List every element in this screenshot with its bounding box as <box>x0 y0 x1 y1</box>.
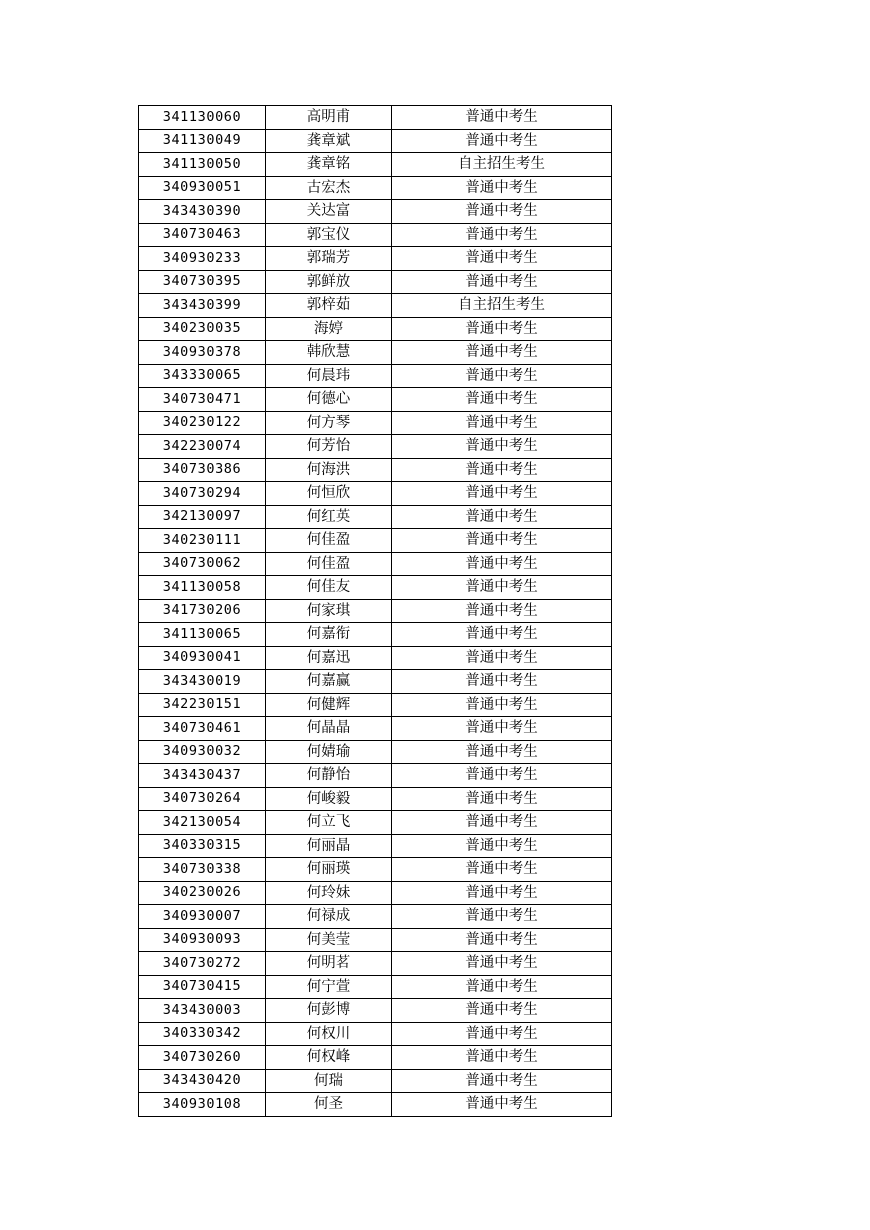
exam-number-cell: 340930378 <box>139 341 266 365</box>
table-row <box>139 576 612 600</box>
exam-number-cell: 343430019 <box>139 670 266 694</box>
table-row <box>139 505 612 529</box>
student-name-cell: 郭梓茹 <box>266 294 392 318</box>
table-row <box>139 1069 612 1093</box>
exam-number-cell: 340730386 <box>139 458 266 482</box>
table-row <box>139 247 612 271</box>
student-name-cell: 何宁萱 <box>266 975 392 999</box>
table-row <box>139 458 612 482</box>
exam-number-cell: 340730294 <box>139 482 266 506</box>
student-name-cell: 韩欣慧 <box>266 341 392 365</box>
table-row <box>139 952 612 976</box>
candidate-type-cell: 普通中考生 <box>392 435 612 459</box>
exam-number-cell: 340930233 <box>139 247 266 271</box>
candidate-type-cell: 普通中考生 <box>392 341 612 365</box>
exam-number-cell: 340730463 <box>139 223 266 247</box>
candidate-type-cell: 普通中考生 <box>392 764 612 788</box>
exam-number-cell: 340230026 <box>139 881 266 905</box>
table-row <box>139 975 612 999</box>
candidate-type-cell: 普通中考生 <box>392 646 612 670</box>
exam-number-cell: 340730415 <box>139 975 266 999</box>
table-row <box>139 881 612 905</box>
candidate-type-cell: 普通中考生 <box>392 411 612 435</box>
exam-number-cell: 340930041 <box>139 646 266 670</box>
exam-number-cell: 340930051 <box>139 176 266 200</box>
candidate-type-cell: 普通中考生 <box>392 999 612 1023</box>
candidate-type-cell: 普通中考生 <box>392 505 612 529</box>
student-name-cell: 何彭博 <box>266 999 392 1023</box>
exam-number-cell: 340730260 <box>139 1046 266 1070</box>
table-row <box>139 1093 612 1117</box>
candidate-type-cell: 普通中考生 <box>392 200 612 224</box>
student-name-cell: 何嘉赢 <box>266 670 392 694</box>
table-row <box>139 764 612 788</box>
exam-number-cell: 343430003 <box>139 999 266 1023</box>
table-row <box>139 717 612 741</box>
exam-number-cell: 340730461 <box>139 717 266 741</box>
table-row <box>139 200 612 224</box>
table-row <box>139 106 612 130</box>
student-name-cell: 海婷 <box>266 317 392 341</box>
table-row <box>139 364 612 388</box>
exam-number-cell: 340730264 <box>139 787 266 811</box>
candidate-type-cell: 普通中考生 <box>392 364 612 388</box>
table-row <box>139 129 612 153</box>
student-name-cell: 何佳盈 <box>266 552 392 576</box>
student-name-cell: 何峻毅 <box>266 787 392 811</box>
student-name-cell: 龚章斌 <box>266 129 392 153</box>
candidate-type-cell: 普通中考生 <box>392 388 612 412</box>
candidate-type-cell: 普通中考生 <box>392 975 612 999</box>
exam-number-cell: 340930108 <box>139 1093 266 1117</box>
candidate-type-cell: 普通中考生 <box>392 129 612 153</box>
student-name-cell: 何圣 <box>266 1093 392 1117</box>
student-name-cell: 郭鲜放 <box>266 270 392 294</box>
table-row <box>139 787 612 811</box>
student-name-cell: 龚章铭 <box>266 153 392 177</box>
table-row <box>139 646 612 670</box>
candidate-type-cell: 普通中考生 <box>392 223 612 247</box>
candidate-type-cell: 普通中考生 <box>392 717 612 741</box>
candidate-type-cell: 普通中考生 <box>392 1093 612 1117</box>
student-name-cell: 何嘉迅 <box>266 646 392 670</box>
table-row <box>139 529 612 553</box>
table-row <box>139 435 612 459</box>
student-name-cell: 何丽瑛 <box>266 858 392 882</box>
student-name-cell: 何恒欣 <box>266 482 392 506</box>
table-row <box>139 740 612 764</box>
table-row <box>139 858 612 882</box>
candidate-type-cell: 普通中考生 <box>392 928 612 952</box>
exam-number-cell: 343430437 <box>139 764 266 788</box>
exam-number-cell: 340330315 <box>139 834 266 858</box>
table-row <box>139 1022 612 1046</box>
candidate-type-cell: 普通中考生 <box>392 670 612 694</box>
candidate-type-cell: 普通中考生 <box>392 905 612 929</box>
student-name-cell: 何晶晶 <box>266 717 392 741</box>
exam-number-cell: 341130058 <box>139 576 266 600</box>
student-name-cell: 何佳盈 <box>266 529 392 553</box>
exam-number-cell: 341730206 <box>139 599 266 623</box>
student-name-cell: 何芳怡 <box>266 435 392 459</box>
exam-number-cell: 343430390 <box>139 200 266 224</box>
student-name-cell: 何美莹 <box>266 928 392 952</box>
candidate-type-cell: 普通中考生 <box>392 740 612 764</box>
student-name-cell: 何嘉衔 <box>266 623 392 647</box>
exam-number-cell: 340330342 <box>139 1022 266 1046</box>
candidate-type-cell: 普通中考生 <box>392 1046 612 1070</box>
exam-number-cell: 342230074 <box>139 435 266 459</box>
table-row <box>139 176 612 200</box>
student-list-table <box>138 105 612 1117</box>
candidate-type-cell: 普通中考生 <box>392 529 612 553</box>
candidate-type-cell: 自主招生考生 <box>392 153 612 177</box>
candidate-type-cell: 普通中考生 <box>392 270 612 294</box>
candidate-type-cell: 普通中考生 <box>392 693 612 717</box>
exam-number-cell: 340230035 <box>139 317 266 341</box>
exam-number-cell: 340730272 <box>139 952 266 976</box>
candidate-type-cell: 普通中考生 <box>392 787 612 811</box>
candidate-type-cell: 普通中考生 <box>392 176 612 200</box>
exam-number-cell: 340930007 <box>139 905 266 929</box>
exam-number-cell: 342130054 <box>139 811 266 835</box>
student-name-cell: 何德心 <box>266 388 392 412</box>
candidate-type-cell: 普通中考生 <box>392 881 612 905</box>
table-row <box>139 388 612 412</box>
candidate-type-cell: 普通中考生 <box>392 552 612 576</box>
exam-number-cell: 341130049 <box>139 129 266 153</box>
student-name-cell: 郭瑞芳 <box>266 247 392 271</box>
candidate-type-cell: 普通中考生 <box>392 458 612 482</box>
candidate-type-cell: 普通中考生 <box>392 599 612 623</box>
student-name-cell: 何瑞 <box>266 1069 392 1093</box>
candidate-type-cell: 普通中考生 <box>392 482 612 506</box>
candidate-type-cell: 普通中考生 <box>392 576 612 600</box>
student-name-cell: 何立飞 <box>266 811 392 835</box>
exam-number-cell: 340930093 <box>139 928 266 952</box>
student-name-cell: 郭宝仪 <box>266 223 392 247</box>
student-name-cell: 何静怡 <box>266 764 392 788</box>
student-name-cell: 何丽晶 <box>266 834 392 858</box>
exam-number-cell: 340730471 <box>139 388 266 412</box>
student-name-cell: 高明甫 <box>266 106 392 130</box>
candidate-type-cell: 普通中考生 <box>392 811 612 835</box>
table-row <box>139 341 612 365</box>
exam-number-cell: 341130060 <box>139 106 266 130</box>
student-name-cell: 何婧瑜 <box>266 740 392 764</box>
candidate-type-cell: 普通中考生 <box>392 317 612 341</box>
student-name-cell: 何红英 <box>266 505 392 529</box>
table-row <box>139 153 612 177</box>
student-name-cell: 何权川 <box>266 1022 392 1046</box>
exam-number-cell: 341130050 <box>139 153 266 177</box>
table-row <box>139 223 612 247</box>
student-name-cell: 何佳友 <box>266 576 392 600</box>
student-name-cell: 关达富 <box>266 200 392 224</box>
student-name-cell: 何晨玮 <box>266 364 392 388</box>
student-name-cell: 古宏杰 <box>266 176 392 200</box>
exam-number-cell: 341130065 <box>139 623 266 647</box>
table-row <box>139 928 612 952</box>
table-row <box>139 1046 612 1070</box>
candidate-type-cell: 普通中考生 <box>392 106 612 130</box>
table-row <box>139 623 612 647</box>
exam-number-cell: 340730395 <box>139 270 266 294</box>
table-row <box>139 811 612 835</box>
exam-number-cell: 340730062 <box>139 552 266 576</box>
student-name-cell: 何权峰 <box>266 1046 392 1070</box>
student-list-body <box>139 106 612 1117</box>
candidate-type-cell: 普通中考生 <box>392 247 612 271</box>
table-row <box>139 270 612 294</box>
candidate-type-cell: 普通中考生 <box>392 623 612 647</box>
table-row <box>139 693 612 717</box>
student-name-cell: 何明茗 <box>266 952 392 976</box>
table-row <box>139 482 612 506</box>
table-row <box>139 294 612 318</box>
student-name-cell: 何家琪 <box>266 599 392 623</box>
student-name-cell: 何禄成 <box>266 905 392 929</box>
candidate-type-cell: 普通中考生 <box>392 952 612 976</box>
table-row <box>139 317 612 341</box>
exam-number-cell: 340730338 <box>139 858 266 882</box>
table-row <box>139 999 612 1023</box>
exam-number-cell: 340230122 <box>139 411 266 435</box>
candidate-type-cell: 普通中考生 <box>392 834 612 858</box>
exam-number-cell: 343430420 <box>139 1069 266 1093</box>
exam-number-cell: 342130097 <box>139 505 266 529</box>
table-row <box>139 905 612 929</box>
candidate-type-cell: 普通中考生 <box>392 1069 612 1093</box>
table-row <box>139 411 612 435</box>
candidate-type-cell: 自主招生考生 <box>392 294 612 318</box>
table-row <box>139 552 612 576</box>
candidate-type-cell: 普通中考生 <box>392 1022 612 1046</box>
exam-number-cell: 343430399 <box>139 294 266 318</box>
exam-number-cell: 342230151 <box>139 693 266 717</box>
student-name-cell: 何玲妹 <box>266 881 392 905</box>
exam-number-cell: 343330065 <box>139 364 266 388</box>
table-row <box>139 670 612 694</box>
student-name-cell: 何方琴 <box>266 411 392 435</box>
candidate-type-cell: 普通中考生 <box>392 858 612 882</box>
student-name-cell: 何健辉 <box>266 693 392 717</box>
student-name-cell: 何海洪 <box>266 458 392 482</box>
table-row <box>139 599 612 623</box>
exam-number-cell: 340230111 <box>139 529 266 553</box>
table-row <box>139 834 612 858</box>
exam-number-cell: 340930032 <box>139 740 266 764</box>
